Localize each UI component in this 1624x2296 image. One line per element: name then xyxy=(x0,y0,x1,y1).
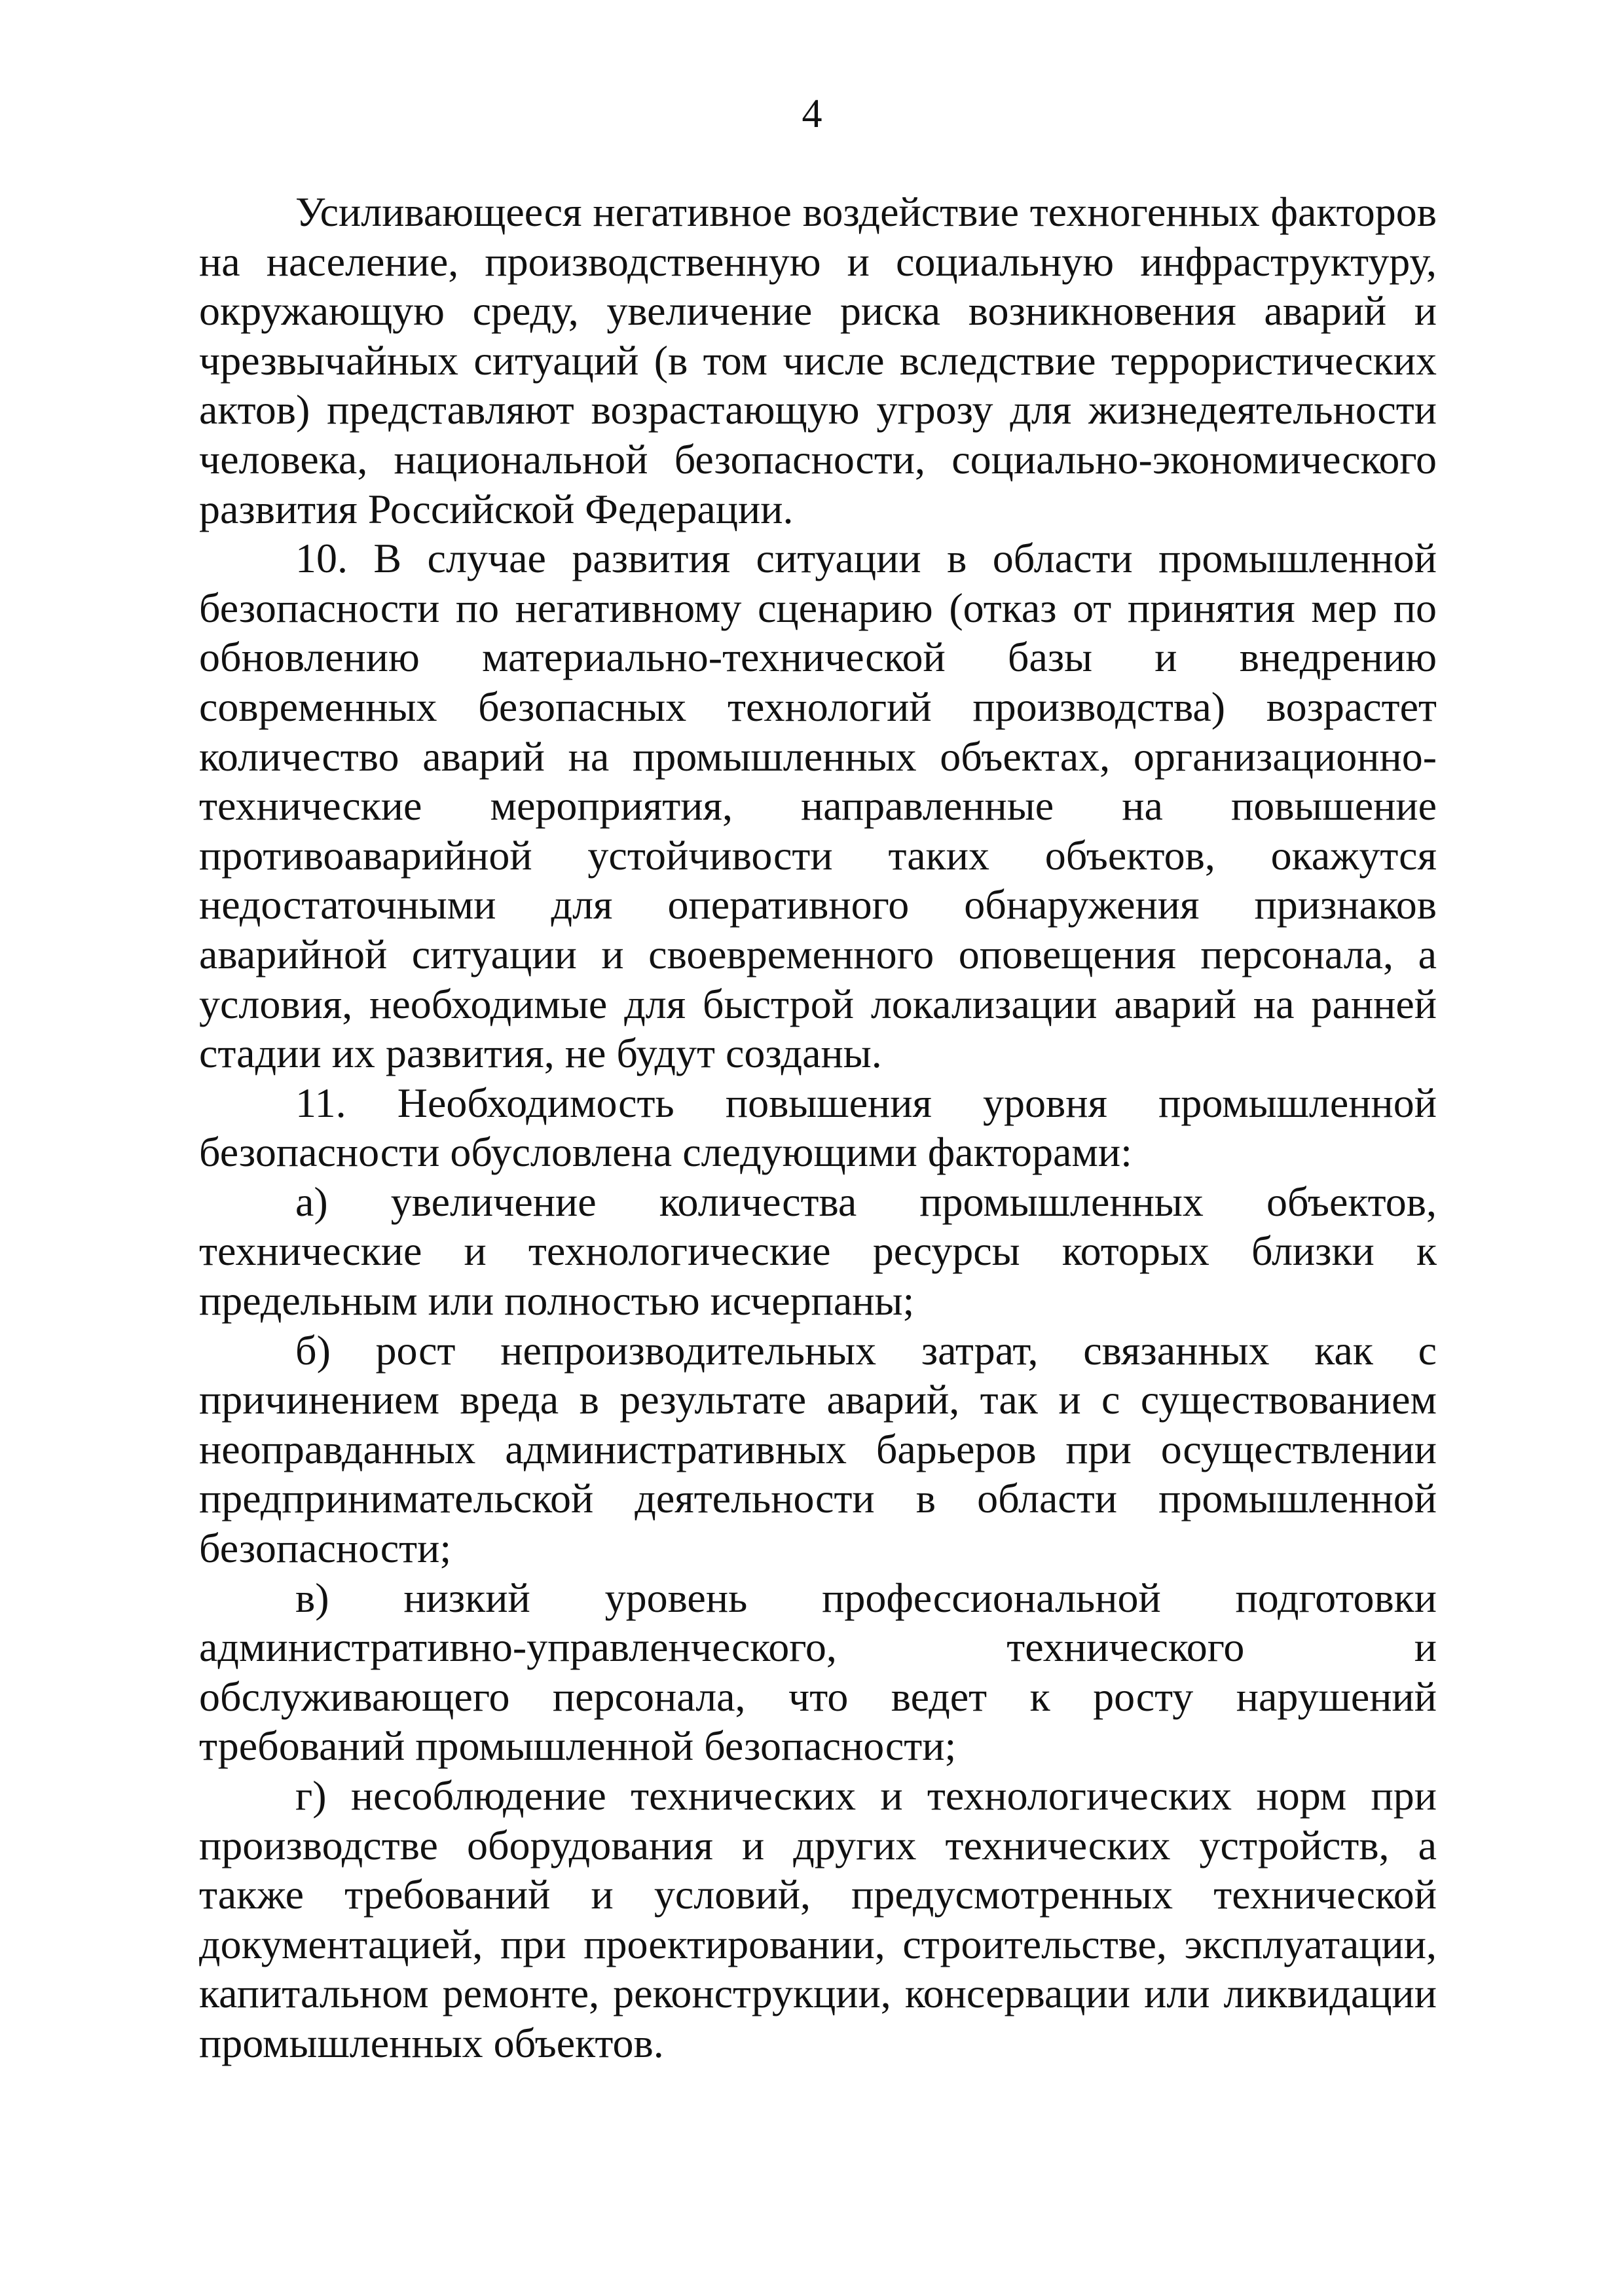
paragraph-10: 10. В случае развития ситуации в области промышленной безопасности по негативному сценарию (отказ от принятия мер по обновлению материально-технической базы и внедрению современных безопасных технологий производства) возрастет количество аварий на промышленных объектах, организационно-технические мероприятия, направленные на повышение противоаварийной устойчивости таких объектов, окажутся недостаточными для оперативного обнаружения признаков аварийной ситуации и своевременного оповещения персонала, а условия, необходимые для быстрой локализации аварий на ранней стадии их развития, не будут созданы. xyxy=(199,535,1437,1077)
paragraph-11-item-v: в) низкий уровень профессиональной подготовки административно-управленческого, технического и обслуживающего персонала, что ведет к росту нарушений требований промышленной безопасности; xyxy=(199,1574,1437,1770)
paragraph-11-item-a: а) увеличение количества промышленных объектов, технические и технологические ресурсы которых близки к предельным или полностью исчерпаны; xyxy=(199,1178,1437,1324)
page-number: 4 xyxy=(802,92,822,136)
paragraph-11-item-b: б) рост непроизводительных затрат, связанных как с причинением вреда в результате аварий, так и с существованием неоправданных административных барьеров при осуществлении предпринимательской деятельности в области промышленной безопасности; xyxy=(199,1326,1437,1572)
paragraph-intro: Усиливающееся негативное воздействие техногенных факторов на население, производственную и социальную инфраструктуру, окружающую среду, увеличение риска возникновения аварий и чрезвычайных ситуаций (в том числе вследствие террористических актов) представляют возрастающую угрозу для жизнедеятельности человека, национальной безопасности, социально-экономического развития Российской Федерации. xyxy=(199,189,1437,532)
document-body xyxy=(199,187,1437,2068)
paragraph-11: 11. Необходимость повышения уровня промышленной безопасности обусловлена следующими факторами: xyxy=(199,1079,1437,1176)
paragraph-11-item-g: г) несоблюдение технических и технологических норм при производстве оборудования и других технических устройств, а также требований и условий, предусмотренных технической документацией, при проектировании, строительстве, эксплуатации, капитальном ремонте, реконструкции, консервации или ликвидации промышленных объектов. xyxy=(199,1772,1437,2066)
